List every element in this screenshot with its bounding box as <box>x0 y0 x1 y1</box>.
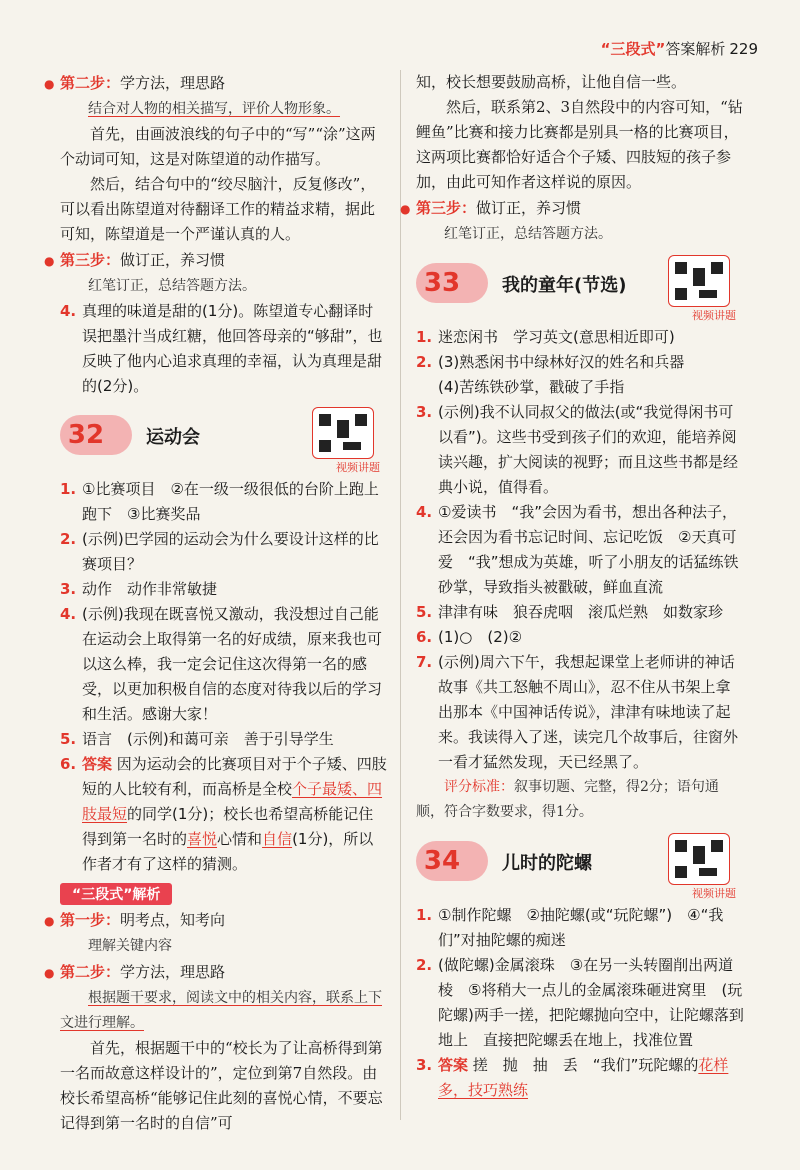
section-33 <box>416 255 744 322</box>
analysis-cont: 知，校长想要鼓励高桥，让他自信一些。 <box>416 73 687 91</box>
section-title: 儿时的陀螺 <box>502 853 592 874</box>
analysis-p3: 首先，根据题干中的“校长为了让高桥得到第一名而故意这样设计的”，定位到第7自然段。由校长希望高桥“能够记住此刻的喜悦心情，不要忘记得到第一名时的自信”可 <box>60 1039 383 1132</box>
answer-item: 6. (1)○ (2)② <box>416 628 523 646</box>
step3-sub: 红笔订正，总结答题方法。 <box>88 278 256 294</box>
answer-item: 2. (3)熟悉闲书中绿林好汉的姓名和兵器 (4)苦练铁砂掌，戳破了手指 <box>416 353 685 396</box>
qr-label: 视频讲题 <box>336 461 380 474</box>
column-divider <box>400 70 401 1120</box>
answer-item: 5. 语言 (示例)和蔼可亲 善于引导学生 <box>60 730 334 748</box>
answer-item: 5. 津津有味 狼吞虎咽 滚瓜烂熟 如数家珍 <box>416 603 724 621</box>
qr-label: 视频讲题 <box>692 309 736 322</box>
section-34 <box>416 833 744 900</box>
bullet-icon: ● <box>44 254 55 268</box>
step2-heading: ● 第二步：学方法，理思路 <box>60 70 388 97</box>
step3-heading: ● 第三步：做订正，养习惯 <box>60 247 388 274</box>
left-column <box>44 70 388 1136</box>
answer-item: 4. ①爱读书 “我”会因为看书，想出各种法子，还会因为看书忘记时间、忘记吃饭 ②天真可爱 “我”想成为英雄，听了小朋友的话猛练铁砂掌，导致指头被戳破，鲜血直流 <box>416 503 739 596</box>
right-column <box>400 70 744 1103</box>
qr-label: 视频讲题 <box>692 887 736 900</box>
answer-item: 1. 迷恋闲书 学习英文(意思相近即可) <box>416 328 675 346</box>
qr-code-icon[interactable] <box>668 255 730 307</box>
qr-code-icon[interactable] <box>312 407 374 459</box>
step1-heading: ● 第一步：明考点，知考向 <box>60 907 388 934</box>
scoring-note: 评分标准：叙事切题、完整，得2分；语句通顺，符合字数要求，得1分。 <box>416 779 719 820</box>
section-badge: 33 <box>416 263 488 303</box>
bullet-icon: ● <box>400 202 411 216</box>
step2b-heading: ● 第二步：学方法，理思路 <box>60 959 388 986</box>
answer-item: 4. (示例)我现在既喜悦又激动，我没想过自己能在运动会上取得第一名的好成绩，原来我也可以这么棒，我一定会记住这次得第一名的感受，以更加积极自信的态度对待我以后的学习和生活。感谢大家！ <box>60 605 383 723</box>
answer-item: 3. 动作 动作非常敏捷 <box>60 580 218 598</box>
step1-sub: 理解关键内容 <box>88 938 172 954</box>
page-number: 229 <box>729 40 758 58</box>
step3-heading: ● 第三步：做订正，养习惯 <box>416 195 744 222</box>
analysis-c2: 然后，联系第2、3自然段中的内容可知，“钻鲤鱼”比赛和接力比赛都是别具一格的比赛项目，这两项比赛都恰好适合个子矮、四肢短的孩子参加，由此可知作者这样说的原因。 <box>416 98 743 191</box>
bullet-icon: ● <box>44 966 55 980</box>
answer-item: 6. 答案 因为运动会的比赛项目对于个子矮、四肢短的人比较有利，而高桥是全校个子最矮、四肢最短的同学(1分)；校长也希望高桥能记住得到第一名时的喜悦心情和自信(1分)，所以作者才有了这样的猜测。 <box>60 755 387 873</box>
section-title: 我的童年(节选) <box>502 275 627 296</box>
step2b-sub: 根据题干要求，阅读文中的相关内容，联系上下文进行理解。 <box>60 990 382 1031</box>
answer-item: 3. (示例)我不认同叔父的做法(或“我觉得闲书可以看”)。这些书受到孩子们的欢迎，能培养阅读兴趣，扩大阅读的视野；而且这些书都是经典小说，值得看。 <box>416 403 739 496</box>
section-32 <box>60 407 388 474</box>
section-badge: 32 <box>60 415 132 455</box>
header-series: “三段式” <box>600 40 666 58</box>
analysis-tag: “三段式”解析 <box>60 883 172 905</box>
answer-item: 4. 真理的味道是甜的(1分)。陈望道专心翻译时误把墨汁当成红糖，他回答母亲的“够甜”，也反映了他内心追求真理的幸福，认为真理是甜的(2分)。 <box>60 302 383 395</box>
step3-sub: 红笔订正，总结答题方法。 <box>444 226 612 242</box>
answer-item: 2. (示例)巴学园的运动会为什么要设计这样的比赛项目？ <box>60 530 379 573</box>
section-badge: 34 <box>416 841 488 881</box>
section-title: 运动会 <box>146 427 200 448</box>
page-header <box>601 38 758 59</box>
bullet-icon: ● <box>44 914 55 928</box>
answer-item: 7. (示例)周六下午，我想起课堂上老师讲的神话故事《共工怒触不周山》，忍不住从书架上拿出那本《中国神话传说》，津津有味地读了起来。我读得入了迷，读完几个故事后，往窗外一看才猛然发现，天已经黑了。 <box>416 653 739 771</box>
step2-sub: 结合对人物的相关描写，评价人物形象。 <box>88 101 340 117</box>
answer-item: 2. (做陀螺)金属滚珠 ③在另一头转圈削出两道棱 ⑤将稍大一点儿的金属滚珠砸进窝里 (玩陀螺)两手一搓，把陀螺抛向空中，让陀螺落到地上 直接把陀螺丢在地上，找准位置 <box>416 956 744 1049</box>
answer-item: 1. ①制作陀螺 ②抽陀螺(或“玩陀螺”) ④“我们”对抽陀螺的痴迷 <box>416 906 724 949</box>
analysis-p2: 然后，结合句中的“绞尽脑汁，反复修改”，可以看出陈望道对待翻译工作的精益求精，据此可知，陈望道是一个严谨认真的人。 <box>60 175 376 243</box>
analysis-p1: 首先，由画波浪线的句子中的“写”“涂”这两个动词可知，这是对陈望道的动作描写。 <box>60 125 376 168</box>
answer-item: 1. ①比赛项目 ②在一级一级很低的台阶上跑上跑下 ③比赛奖品 <box>60 480 379 523</box>
bullet-icon: ● <box>44 77 55 91</box>
qr-code-icon[interactable] <box>668 833 730 885</box>
header-section: 答案解析 <box>665 40 726 58</box>
answer-item: 3. 答案 搓 抛 抽 丢 “我们”玩陀螺的花样多，技巧熟练 <box>416 1056 729 1099</box>
